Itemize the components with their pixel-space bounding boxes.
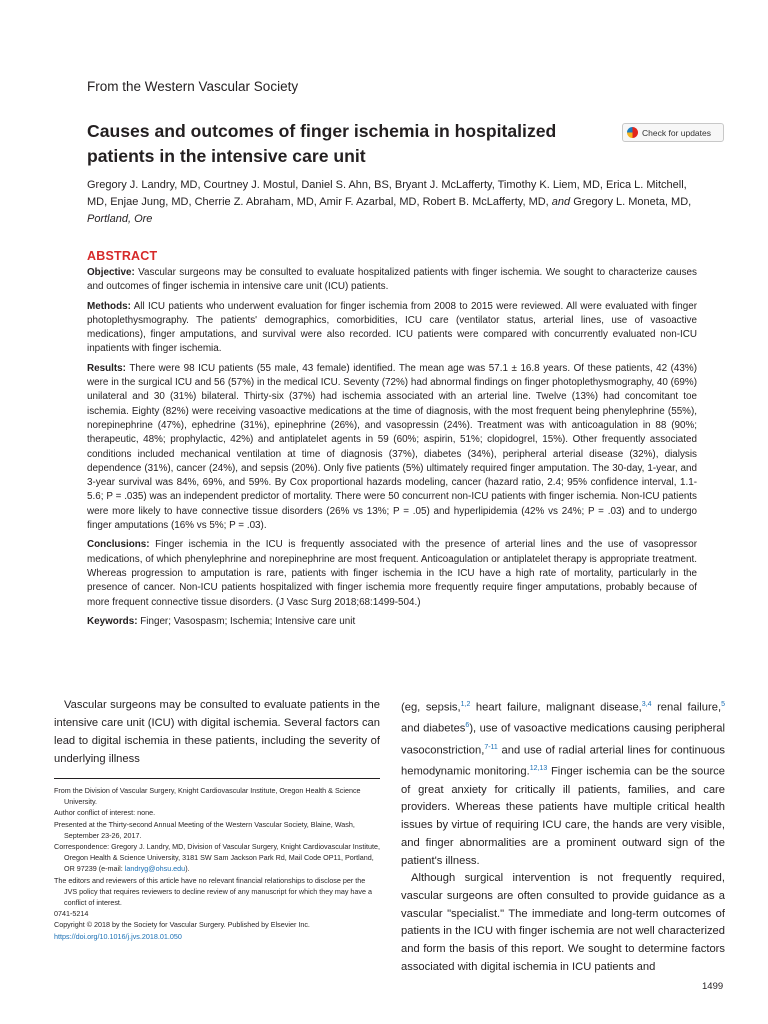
footnote-issn: 0741-5214 (54, 909, 89, 919)
p1-text-d: and diabetes (401, 723, 466, 736)
p1-text-a: (eg, sepsis, (401, 701, 461, 714)
p1-text-c: renal failure, (651, 701, 722, 714)
abstract-body (87, 266, 697, 634)
ref-citation[interactable]: 6 (465, 722, 470, 730)
footnote-correspondence (54, 841, 380, 875)
footnote-divider (54, 778, 380, 779)
keywords-label: Keywords: (87, 615, 138, 627)
abstract-conclusions (87, 538, 697, 609)
methods-label: Methods: (87, 300, 131, 312)
body-right-column (401, 696, 725, 976)
objective-label: Objective: (87, 267, 135, 278)
doi-link[interactable]: https://doi.org/10.1016/j.jvs.2018.01.050 (54, 931, 182, 941)
footnote-presented: Presented at the Thirty-second Annual Meeting of the Western Vascular Society, Blaine, Wash, September 23-26, 2017. (54, 819, 355, 840)
objective-text: Vascular surgeons may be consulted to evaluate hospitalized patients with finger ischemia. We sought to characterize causes and outcomes of finger ischemia in intensive care unit (ICU) patients. (87, 267, 697, 293)
footnote-copyright: Copyright © 2018 by the Society for Vascular Surgery. Published by Elsevier Inc. (54, 920, 310, 930)
abstract-results (87, 362, 697, 534)
authors-text: Gregory J. Landry, MD, Courtney J. Mostul, Daniel S. Ahn, BS, Bryant J. McLafferty, Timothy K. Liem, MD, Erica L. Mitchell, MD, Enjae Jung, MD, Cherrie Z. Abraham, MD, Amir F. Azarbal, MD, Robert B. McLafferty, MD, (87, 179, 687, 208)
check-for-updates-button[interactable] (622, 123, 724, 142)
right-paragraph-1 (401, 696, 725, 870)
body-left-column (54, 696, 380, 768)
abstract-objective (87, 266, 697, 295)
ref-citation[interactable]: 12,13 (529, 765, 548, 773)
ref-citation[interactable]: 3,4 (641, 701, 652, 708)
crossmark-icon (627, 127, 638, 138)
p1-text-b: heart failure, malignant disease, (470, 701, 642, 714)
correspondence-end: ). (185, 864, 190, 874)
check-for-updates-label: Check for updates (642, 127, 711, 138)
email-link[interactable]: landryg@ohsu.edu (124, 864, 186, 874)
author-list (87, 177, 697, 228)
results-text: There were 98 ICU patients (55 male, 43 female) identified. The mean age was 57.1 ± 16.8 years. Of these patients, 42 (43%) were in the surgical ICU and 56 (57%) in the medical ICU. Seventy (72%) had abnormal findings on finger photoplethysmography, 40 (69%) unilateral and 30 (31%) bilateral. Thirty-six (37%) had ischemia associated with an arterial line. Twelve (13%) had concomitant toe ischemia. Eighty (82%) were receiving vasoactive medications at the time of diagnosis, with the most frequent being phenylephrine (55%), norepinephrine (47%), ephedrine (31%), epinephrine (26%), and vasopressin (24%). Treatment was with anticoagulation in 88 (90%; therapeutic, 48%; prophylactic, 42%) and antiplatelet agents in 59 (60%; aspirin, 51%; clopidogrel, 15%). Other frequently associated conditions included mechanical ventilation at time of diagnosis (37%), diabetes (34%), peripheral arterial disease (32%), dialysis dependence (31%), cancer (24%), and sepsis (20%). Only five patients (5%) ultimately required finger amputation. The 30-day, 1-year, and 3-year survival was 84%, 69%, and 59%. By Cox proportional hazards modeling, cancer (hazard ratio, 2.4; 95% confidence interval, 1.1-5.6; P = .035) was an independent predictor of mortality. There were 50 concurrent non-ICU patients with finger ischemia. Non-ICU patients were more likely to have connective tissue disorders (26% vs 13%; P = .05) and hyperlipidemia (42% vs 24%; P = .03) and to undergo finger amputations (16% vs 5%; P = .03). (87, 362, 697, 532)
society-label: From the Western Vascular Society (87, 79, 299, 94)
footnotes (54, 785, 380, 942)
keywords-text: Finger; Vasospasm; Ischemia; Intensive care unit (140, 615, 356, 627)
correspondence-text: Correspondence: Gregory J. Landry, MD, Division of Vascular Surgery, Knight Cardiovascular Institute, Oregon Health & Science University, 3181 SW Sam Jackson Park Rd, Mail Code OP11, Portland, OR 97239 (e-mail: (54, 842, 380, 874)
results-label: Results: (87, 362, 126, 374)
methods-text: All ICU patients who underwent evaluation for finger ischemia from 2008 to 2015 were reviewed. All were evaluated with finger photoplethysmography. The patients' demographics, comorbidities, ICU care (ventilator status, arterial lines, use of vasoactive medications), finger amputations, and survival were also recorded. ICU patients were compared with concurrently evaluated non-ICU inpatients with finger ischemia. (87, 300, 697, 355)
article-title: Causes and outcomes of finger ischemia in hospitalized patients in the intensive care unit (87, 121, 557, 166)
authors-location: Portland, Ore (87, 213, 153, 225)
abstract-keywords (87, 615, 697, 629)
page-number: 1499 (702, 981, 724, 992)
right-paragraph-2: Although surgical intervention is not frequently required, vascular surgeons are often consulted to provide guidance as a vascular "specialist." The immediate and long-term outcomes of patients in the ICU with finger ischemia are not well characterized and form the basis of this report. We sought to determine factors associated with digital ischemia in ICU patients and (401, 872, 725, 973)
ref-citation[interactable]: 1,2 (460, 701, 471, 708)
conclusions-label: Conclusions: (87, 539, 150, 551)
footnote-editors: The editors and reviewers of this article have no relevant financial relationships to disclose per the JVS policy that requires reviewers to decline review of any manuscript for which they may have a conflict of interest. (54, 875, 373, 908)
ref-citation[interactable]: 5 (721, 701, 725, 708)
conclusions-text: Finger ischemia in the ICU is frequently associated with the presence of arterial lines and the use of vasopressor medications, of which phenylephrine and norepinephrine are most frequent. Anticoagulation or antiplatelet therapy is appropriate treatment. Whereas progression to amputation is rare, patients with finger ischemia in the ICU have a high rate of mortality, particularly in the presence of cancer. Non-ICU patients hospitalized with finger ischemia more frequently require finger amputations, probably because of more frequent connective tissue disorders. (J Vasc Surg 2018;68:1499-504.) (87, 539, 697, 608)
p1-text-f: and use of radial arterial lines for continuous hemodynamic monitoring. (401, 744, 725, 779)
abstract-heading: ABSTRACT (87, 249, 158, 263)
footnote-conflict: Author conflict of interest: none. (54, 808, 156, 818)
footnote-affiliation: From the Division of Vascular Surgery, Knight Cardiovascular Institute, Oregon Health & Science University. (54, 786, 361, 807)
ref-citation[interactable]: 7-11 (484, 743, 498, 751)
intro-paragraph: Vascular surgeons may be consulted to evaluate patients in the intensive care unit (ICU) with digital ischemia. Several factors can lead to digital ischemia in these patients, including the severity of underlying illness (54, 699, 380, 765)
p1-text-e: ), use of vasoactive medications causing peripheral vasoconstriction, (401, 723, 725, 757)
authors-and: and (551, 196, 571, 208)
p1-text-g: Finger ischemia can be the source of great anxiety for critically ill patients, families, and care providers. Whereas these patients have multiple critical health issues by virtue of requiring ICU care, the hands are very visible, and finger abnormalities are a prominent outward sign of the patient's illness. (401, 766, 725, 867)
authors-last: Gregory L. Moneta, MD, (573, 196, 692, 208)
abstract-methods (87, 300, 697, 357)
